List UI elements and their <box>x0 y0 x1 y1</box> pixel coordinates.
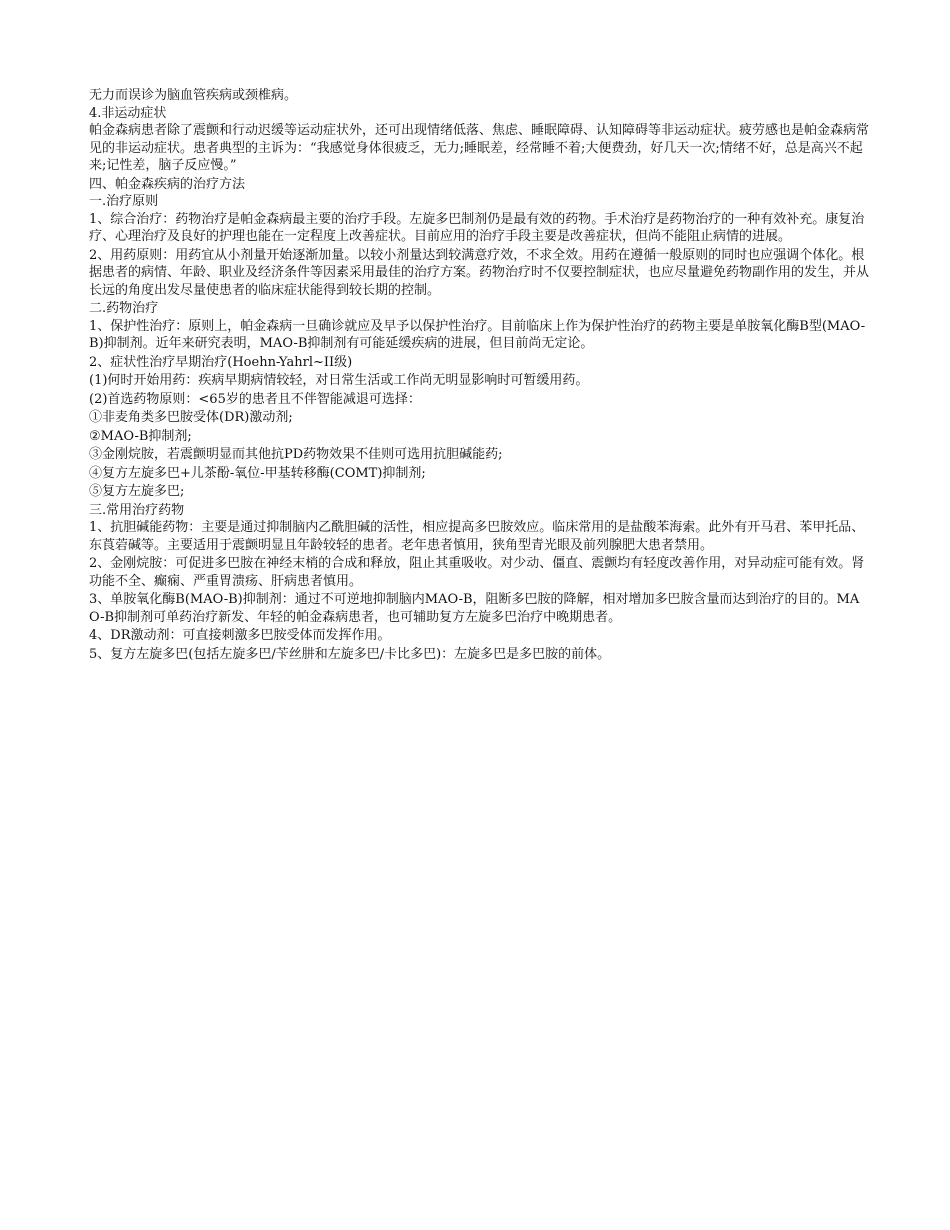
subheading-drug-therapy: 二.药物治疗 <box>89 301 159 316</box>
document-page <box>89 87 869 664</box>
paragraph-medication-principles: 2、用药原则：用药宜从小剂量开始逐渐加量。以较小剂量达到较满意疗效，不求全效。用药在遵循一般原则的同时也应强调个体化。根据患者的病情、年龄、职业及经济条件等因素采用最佳的治疗方案。药物治疗时不仅要控制症状，也应尽量避免药物副作用的发生，并从长远的角度出发尽量使患者的临床症状能得到较长期的控制。 <box>89 247 870 298</box>
subheading-common-drugs: 三.常用治疗药物 <box>89 502 185 518</box>
paragraph-first-choice: (2)首选药物原则：<65岁的患者且不伴智能减退可选择： <box>89 391 421 407</box>
subheading-treatment-principles: 一.治疗原则 <box>89 194 159 209</box>
section-heading-treatment: 四、帕金森疾病的治疗方法 <box>89 176 246 192</box>
paragraph-protective-treatment: 1、保护性治疗：原则上，帕金森病一旦确诊就应及早予以保护性治疗。目前临床上作为保护性治疗的药物主要是单胺氧化酶B型(MAO-B)抑制剂。近年来研究表明，MAO-B抑制剂有可能延缓疾病的进展，但目前尚无定论。 <box>89 318 866 351</box>
list-item-4: ④复方左旋多巴+儿茶酚-氧位-甲基转移酶(COMT)抑制剂; <box>89 465 426 481</box>
paragraph-anticholinergics: 1、抗胆碱能药物：主要是通过抑制脑内乙酰胆碱的活性，相应提高多巴胺效应。临床常用的是盐酸苯海索。此外有开马君、苯甲托品、东莨菪碱等。主要适用于震颤明显且年龄较轻的患者。老年患者慎用，狭角型青光眼及前列腺肥大患者禁用。 <box>89 520 865 553</box>
paragraph-dr-agonists: 4、DR激动剂：可直接刺激多巴胺受体而发挥作用。 <box>89 628 391 643</box>
paragraph-levodopa: 5、复方左旋多巴(包括左旋多巴/苄丝肼和左旋多巴/卡比多巴)：左旋多巴是多巴胺的前体。 <box>89 646 611 662</box>
list-item-1: ①非麦角类多巴胺受体(DR)激动剂; <box>89 410 293 425</box>
paragraph-mao-b-inhibitors: 3、单胺氧化酶B(MAO-B)抑制剂：通过不可逆地抑制脑内MAO-B，阻断多巴胺的降解，相对增加多巴胺含量而达到治疗的目的。MAO-B抑制剂可单药治疗新发、年轻的帕金森病患者，也可辅助复方左旋多巴治疗中晚期患者。 <box>89 592 860 625</box>
list-item-2: ②MAO-B抑制剂; <box>89 428 192 444</box>
paragraph-comprehensive-treatment: 1、综合治疗：药物治疗是帕金森病最主要的治疗手段。左旋多巴制剂仍是最有效的药物。手术治疗是药物治疗的一种有效补充。康复治疗、心理治疗及良好的护理也能在一定程度上改善症状。目前应用的治疗手段主要是改善症状，但尚不能阻止病情的进展。 <box>89 211 865 244</box>
heading-non-motor-symptoms: 4.非运动症状 <box>89 105 167 121</box>
list-item-3: ③金刚烷胺，若震颤明显而其他抗PD药物效果不佳则可选用抗胆碱能药; <box>89 447 503 462</box>
paragraph-symptomatic-treatment: 2、症状性治疗早期治疗(Hoehn-Yahrl~II级) <box>89 354 353 370</box>
list-item-5: ⑤复方左旋多巴; <box>89 484 185 499</box>
paragraph-non-motor-symptoms: 帕金森病患者除了震颤和行动迟缓等运动症状外，还可出现情绪低落、焦虑、睡眠障碍、认知障碍等非运动症状。疲劳感也是帕金森病常见的非运动症状。患者典型的主诉为：“我感觉身体很疲乏，无力;睡眠差，经常睡不着;大便费劲，好几天一次;情绪不好，总是高兴不起来;记性差，脑子反应慢。” <box>89 123 870 173</box>
paragraph-when-to-start: (1)何时开始用药：疾病早期病情较轻，对日常生活或工作尚无明显影响时可暂缓用药。 <box>89 373 589 388</box>
paragraph-amantadine: 2、金刚烷胺：可促进多巴胺在神经末梢的合成和释放，阻止其重吸收。对少动、僵直、震颤均有轻度改善作用，对异动症可能有效。肾功能不全、癫痫、严重胃溃疡、肝病患者慎用。 <box>89 556 865 589</box>
paragraph-continuation: 无力而误诊为脑血管疾病或颈椎病。 <box>89 88 298 103</box>
